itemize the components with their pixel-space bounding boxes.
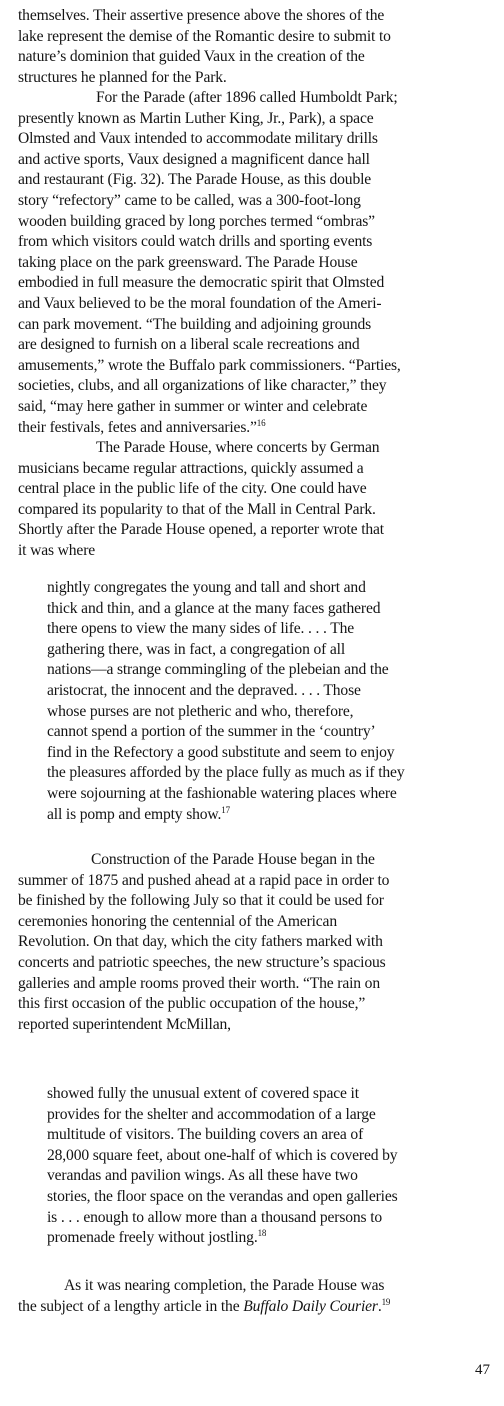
text-line: were sojourning at the fashionable watering places where xyxy=(47,784,397,802)
text-line: ceremonies honoring the centennial of the American xyxy=(18,912,337,930)
publication-title: Buffalo Daily Courier xyxy=(243,1297,378,1315)
footnote-marker: 18 xyxy=(257,1228,267,1239)
text-line: reported superintendent McMillan, xyxy=(18,1015,231,1033)
body-paragraph xyxy=(18,1276,490,1317)
text-line: this first occasion of the public occupation of the house,” xyxy=(18,995,366,1013)
body-paragraph xyxy=(18,850,490,1035)
block-quote xyxy=(47,578,490,825)
text-line: amusements,” wrote the Buffalo park commissioners. “Parties, xyxy=(18,356,401,374)
text-line: Olmsted and Vaux intended to accommodate military drills xyxy=(18,130,378,148)
text-line: galleries and ample rooms proved their worth. “The rain on xyxy=(18,974,380,992)
text-line: is . . . enough to allow more than a thousand persons to xyxy=(47,1208,383,1226)
text-line: be finished by the following July so that it could be used for xyxy=(18,892,384,910)
text-fragment: their festivals, fetes and anniversaries.” xyxy=(18,418,257,436)
footnote-marker: 19 xyxy=(381,1296,391,1307)
text-line: thick and thin, and a glance at the many faces gathered xyxy=(47,599,381,617)
text-line: cannot spend a portion of the summer in the ‘country’ xyxy=(47,723,376,741)
text-line: As it was nearing completion, the Parade House was xyxy=(64,1277,385,1294)
text-line: can park movement. “The building and adjoining grounds xyxy=(18,315,372,333)
text-line: compared its popularity to that of the Mall in Central Park. xyxy=(18,500,376,518)
text-line: provides for the shelter and accommodation of a large xyxy=(47,1105,376,1123)
text-line: and Vaux believed to be the moral foundation of the Ameri- xyxy=(18,294,382,312)
text-line: verandas and pavilion wings. As all these have two xyxy=(47,1167,358,1185)
text-line: Construction of the Parade House began in the xyxy=(91,851,375,868)
text-line: musicians became regular attractions, quickly assumed a xyxy=(18,459,364,477)
text-line xyxy=(18,418,490,439)
text-line: and active sports, Vaux designed a magnificent dance hall xyxy=(18,150,370,168)
text-line: find in the Refectory a good substitute and seem to enjoy xyxy=(47,743,395,761)
text-fragment: promenade freely without jostling. xyxy=(47,1229,258,1247)
text-line: it was where xyxy=(18,541,96,559)
footnote-marker: 17 xyxy=(221,804,230,815)
block-quote xyxy=(47,1084,490,1249)
text-line xyxy=(18,1297,490,1318)
text-line: gathering there, was in fact, a congregation of all xyxy=(47,640,346,658)
text-line: The Parade House, where concerts by German xyxy=(96,439,380,456)
text-fragment: all is pomp and empty show. xyxy=(47,805,222,823)
text-line: presently known as Martin Luther King, Jr., Park), a space xyxy=(18,109,374,127)
text-line: nightly congregates the young and tall and short and xyxy=(47,579,366,596)
text-line: whose purses are not pletheric and who, therefore, xyxy=(47,702,354,720)
text-line: 28,000 square feet, about one-half of which is covered by xyxy=(47,1146,398,1164)
text-line: multitude of visitors. The building covers an area of xyxy=(47,1126,364,1144)
text-line: and restaurant (Fig. 32). The Parade House, as this double xyxy=(18,171,372,189)
text-line: lake represent the demise of the Romantic desire to submit to xyxy=(18,27,391,45)
body-paragraph xyxy=(18,6,490,88)
text-line: nations—a strange commingling of the plebeian and the xyxy=(47,661,389,679)
text-line: wooden building graced by long porches termed “ombras” xyxy=(18,212,375,230)
footnote-marker: 16 xyxy=(256,417,266,428)
body-paragraph xyxy=(18,88,490,438)
text-fragment: . xyxy=(377,1297,382,1315)
text-line xyxy=(47,805,490,826)
text-line: concerts and patriotic speeches, the new structure’s spacious xyxy=(18,953,386,971)
text-line: from which visitors could watch drills and sporting events xyxy=(18,233,373,251)
text-line: aristocrat, the innocent and the depraved. . . . Those xyxy=(47,681,361,699)
text-line: are designed to furnish on a liberal scale recreations and xyxy=(18,336,360,354)
text-line: structures he planned for the Park. xyxy=(18,68,227,86)
body-paragraph xyxy=(18,438,490,562)
text-line: story “refectory” came to be called, was a 300-foot-long xyxy=(18,191,361,209)
text-line: summer of 1875 and pushed ahead at a rapid pace in order to xyxy=(18,871,390,889)
text-line: societies, clubs, and all organizations of like character,” they xyxy=(18,377,387,395)
text-line: themselves. Their assertive presence above the shores of the xyxy=(18,7,385,24)
text-line: there opens to view the many sides of life. . . . The xyxy=(47,620,355,638)
text-line: showed fully the unusual extent of covered space it xyxy=(47,1085,359,1102)
text-fragment: the subject of a lengthy article in the xyxy=(18,1297,244,1315)
text-line: central place in the public life of the city. One could have xyxy=(18,480,367,498)
text-line: Revolution. On that day, which the city fathers marked with xyxy=(18,933,383,951)
text-line: For the Parade (after 1896 called Humboldt Park; xyxy=(96,89,398,106)
text-line: stories, the floor space on the verandas and open galleries xyxy=(47,1187,398,1205)
text-line: taking place on the park greensward. The Parade House xyxy=(18,253,358,271)
text-line: the pleasures afforded by the place fully as much as if they xyxy=(47,764,405,782)
page-number: 47 xyxy=(475,1362,490,1378)
text-line xyxy=(47,1228,490,1249)
text-line: said, “may here gather in summer or winter and celebrate xyxy=(18,397,368,415)
text-line: Shortly after the Parade House opened, a reporter wrote that xyxy=(18,521,384,539)
text-line: nature’s dominion that guided Vaux in the creation of the xyxy=(18,48,365,66)
text-line: embodied in full measure the democratic spirit that Olmsted xyxy=(18,274,385,292)
